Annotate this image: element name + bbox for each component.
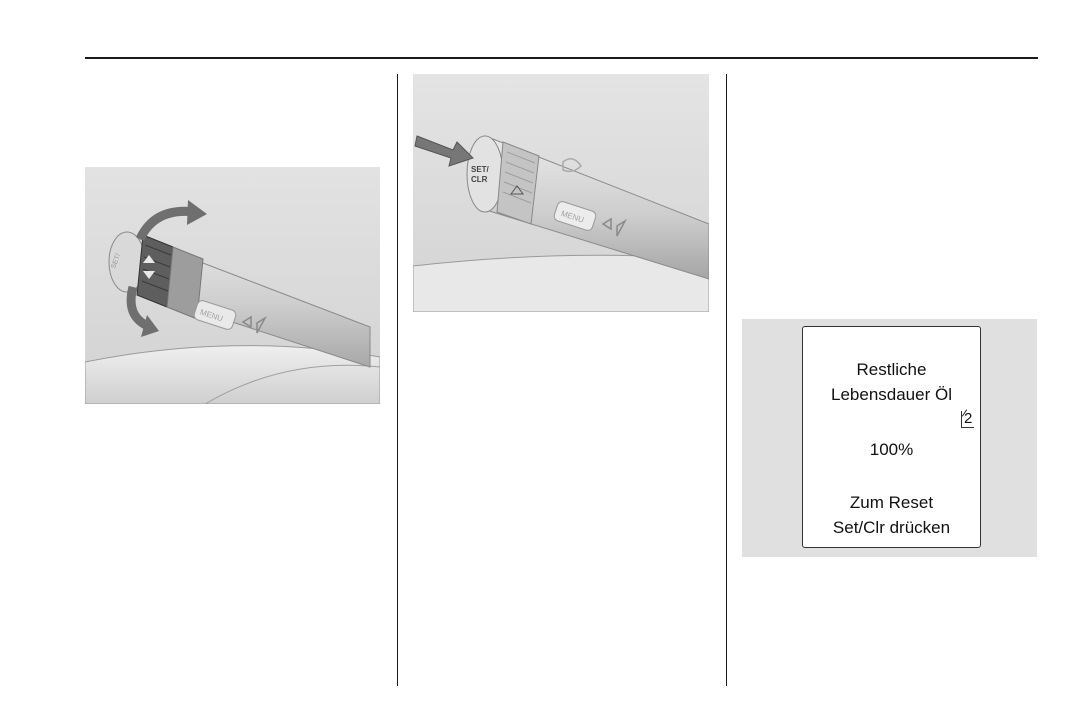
set-clr-label-top: SET/ xyxy=(471,165,489,174)
menu-label: MENU xyxy=(198,307,225,324)
callout-number: 2 xyxy=(961,411,974,428)
display-line-lebensdauer: Lebensdauer Öl xyxy=(831,385,952,404)
column-divider-left xyxy=(397,74,398,686)
header-rule xyxy=(85,57,1038,59)
display-percent: 100% xyxy=(869,440,914,459)
set-clr-label-bottom: CLR xyxy=(471,175,488,184)
display-line-zum-reset: Zum Reset xyxy=(849,493,934,512)
set-label-partial: SET/ xyxy=(110,252,123,270)
figure-lever-thumbwheel xyxy=(85,167,380,404)
display-line-set-clr: Set/Clr drücken xyxy=(832,518,951,537)
display-line-restliche: Restliche xyxy=(856,360,927,379)
oil-life-display xyxy=(802,326,981,548)
figure-lever-set-clr xyxy=(413,74,709,312)
column-divider-right xyxy=(726,74,727,686)
menu-label-2: MENU xyxy=(559,208,586,225)
